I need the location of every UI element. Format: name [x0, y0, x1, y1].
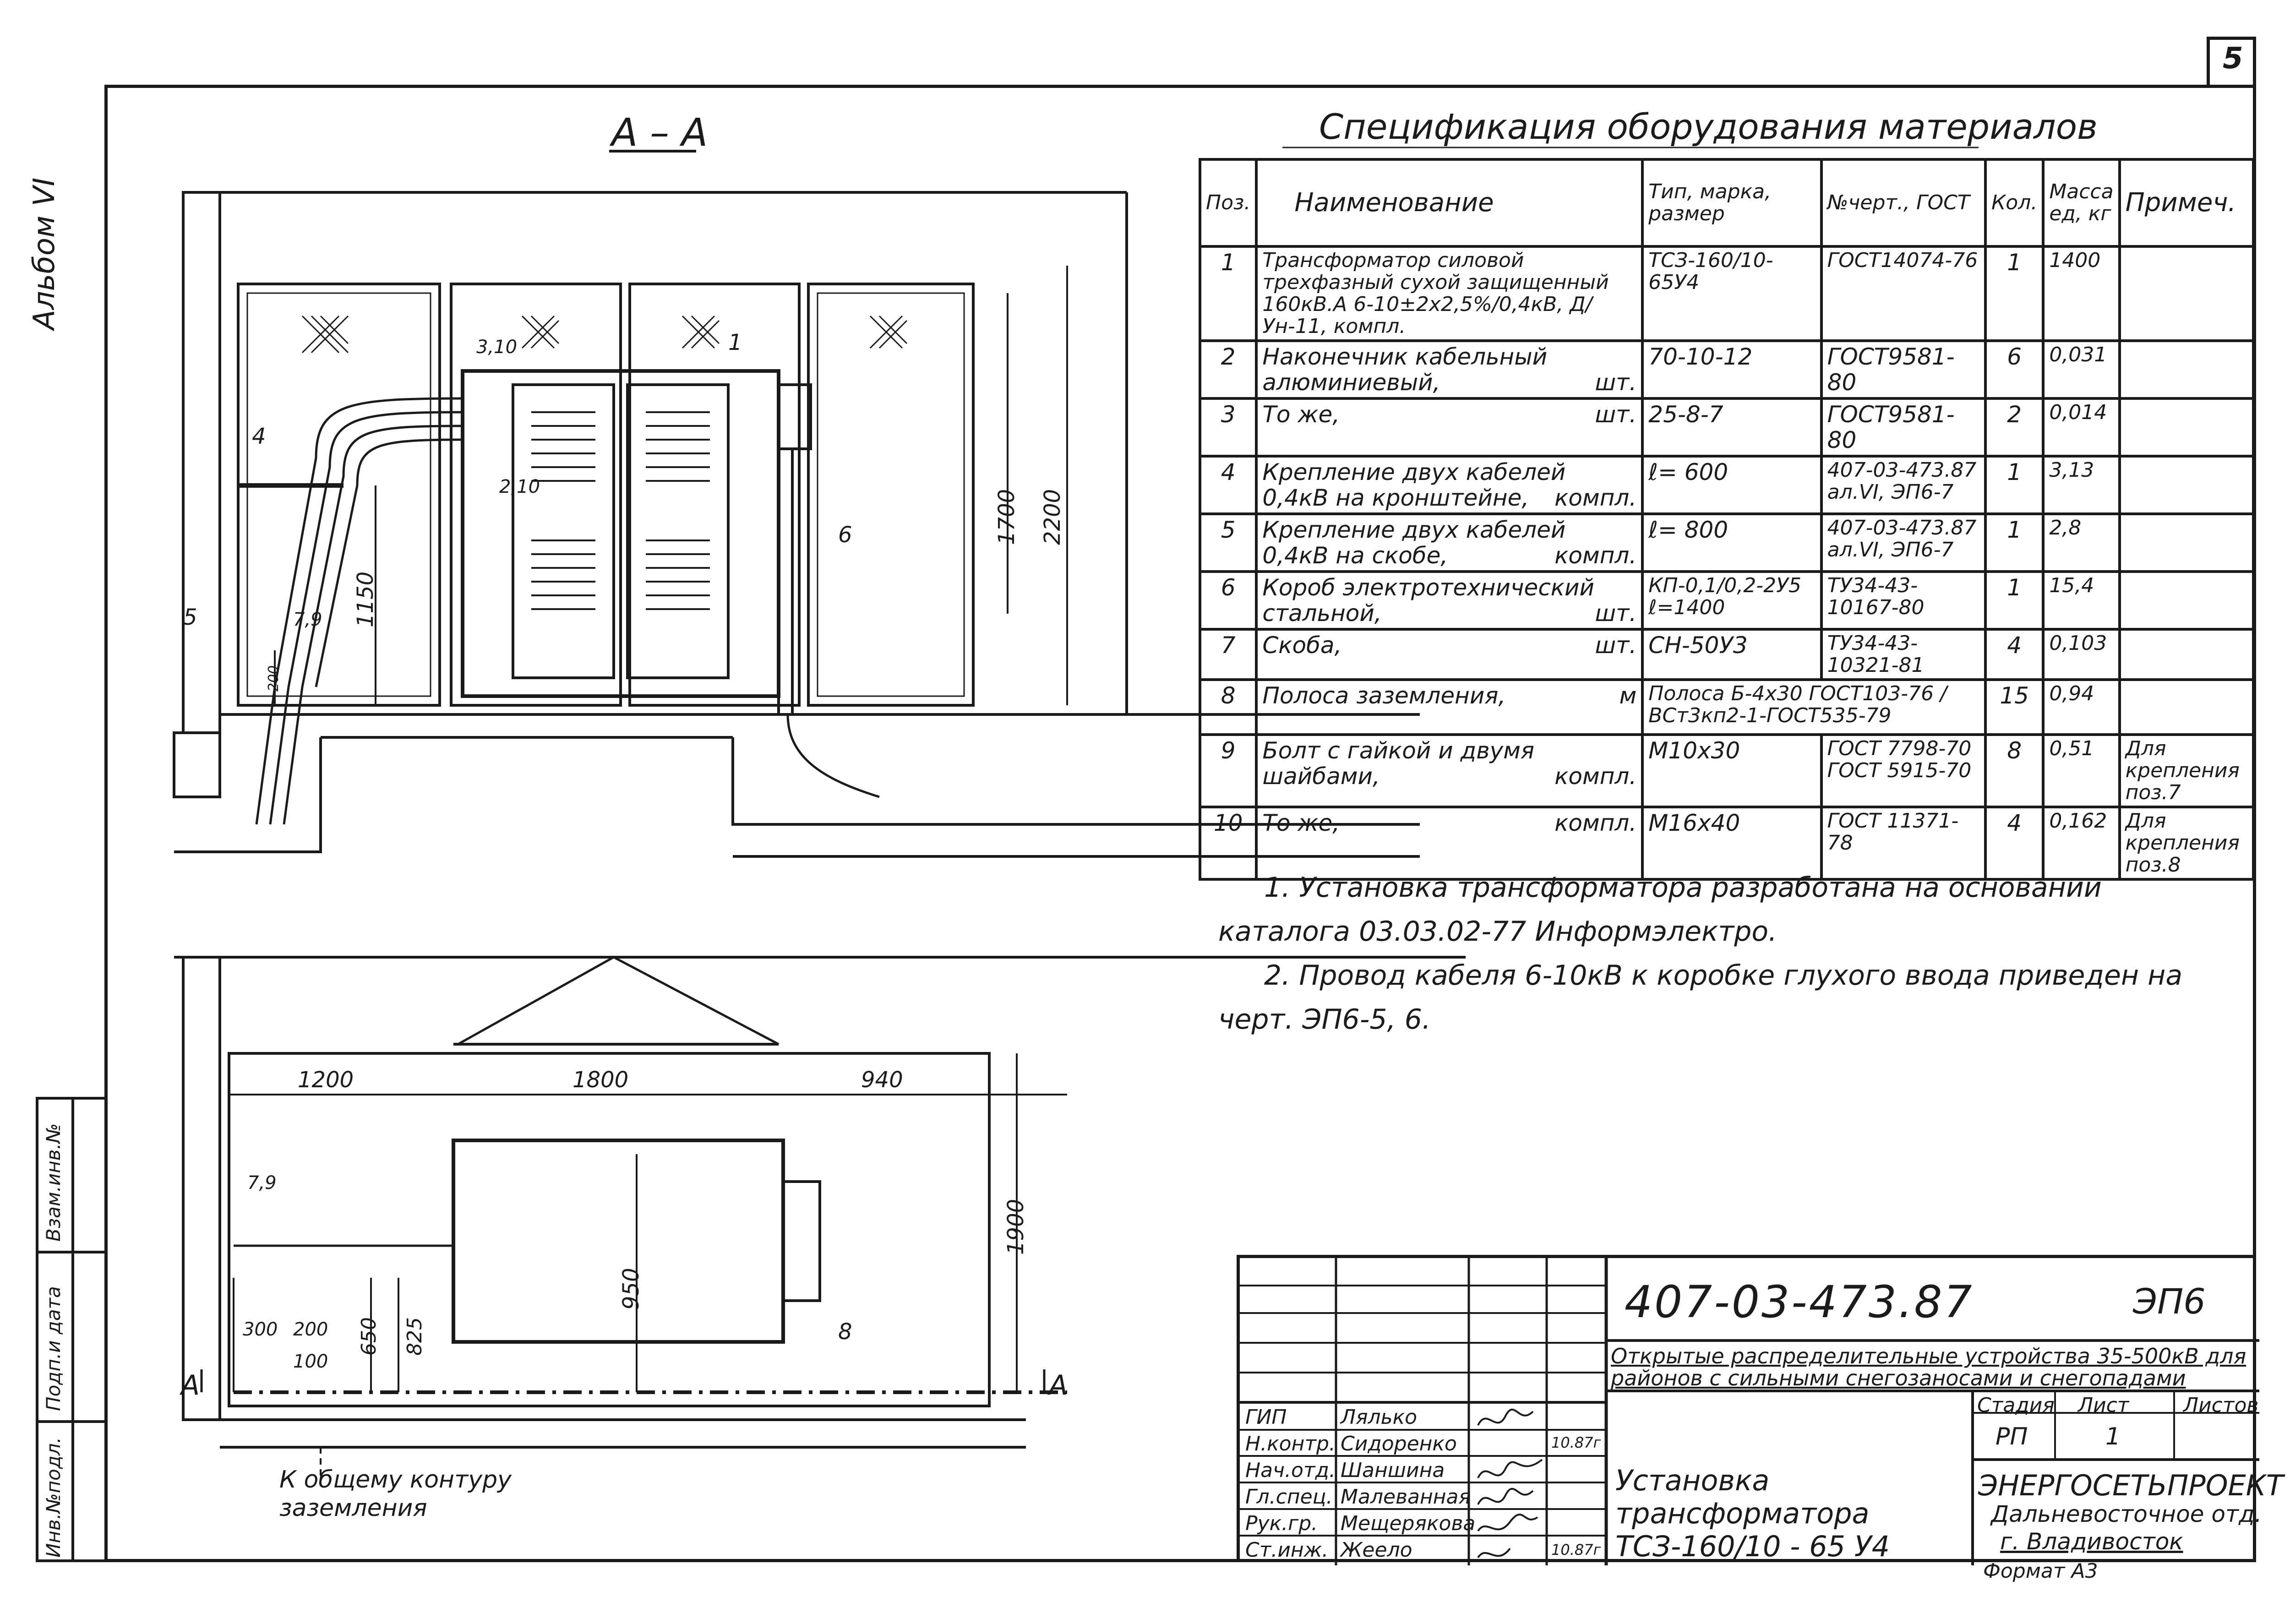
cell-pos: 3 — [1200, 398, 1256, 456]
section-marker-right: А — [1049, 1369, 1068, 1401]
sheet-value: 1 — [2105, 1423, 2121, 1450]
staff-name: Малеванная — [1341, 1485, 1471, 1509]
staff-name: Жеело — [1341, 1538, 1412, 1562]
sheet-number: 5 — [2223, 42, 2243, 76]
cell-qty: 6 — [1985, 341, 2043, 398]
cell-gost: ГОСТ 11371-78 — [1821, 807, 1985, 879]
cell-qty: 1 — [1985, 246, 2043, 341]
cell-name: Наконечник кабельный алюминиевый, шт. — [1256, 341, 1642, 398]
spec-title: Спецификация оборудования материалов — [1319, 106, 2098, 147]
cell-mass: 1400 — [2043, 246, 2119, 341]
format-label: Формат А3 — [1983, 1559, 2098, 1583]
cell-gost: ГОСТ14074-76 — [1821, 246, 1985, 341]
cell-pos: 7 — [1200, 629, 1256, 680]
cell-name: Трансформатор силовой трехфазный сухой защищенный 160кВ.А 6-10±2х2,5%/0,4кВ, Д/Ун-11, компл. — [1256, 246, 1642, 341]
dim-200b: 200 — [293, 1319, 328, 1340]
cell-name: Крепление двух кабелей 0,4кВ на скобе, компл. — [1256, 514, 1642, 572]
cell-name: Полоса заземления, м — [1256, 680, 1642, 735]
cell-type: ℓ= 800 — [1642, 514, 1821, 572]
dim-1800: 1800 — [572, 1067, 629, 1093]
cell-mass: 0,031 — [2043, 341, 2119, 398]
cell-qty: 4 — [1985, 807, 2043, 879]
cell-note — [2120, 456, 2253, 514]
album-label: Альбом VI — [27, 177, 61, 330]
cell-gost: 407-03-473.87 ал.VI, ЭП6-7 — [1821, 456, 1985, 514]
cell-note — [2120, 680, 2253, 735]
cell-type: ℓ= 600 — [1642, 456, 1821, 514]
sheet-header: Лист — [2078, 1394, 2129, 1417]
cell-note — [2120, 246, 2253, 341]
cell-gost: ТУ34-43-10167-80 — [1821, 572, 1985, 629]
header-pos: Поз. — [1200, 159, 1256, 246]
cell-type: 25-8-7 — [1642, 398, 1821, 456]
stamp-inv-sub: Инв.№подл. — [42, 1437, 65, 1558]
org-dept: Дальневосточное отд. — [1991, 1501, 2262, 1527]
cell-name: То же, компл. — [1256, 807, 1642, 879]
table-row — [1200, 735, 2253, 807]
leader-label: 7,9 — [247, 1172, 277, 1193]
staff-name: Сидоренко — [1341, 1432, 1457, 1455]
cell-type: СН-50У3 — [1642, 629, 1821, 680]
cell-note: Для крепления поз.7 — [2120, 735, 2253, 807]
table-row — [1200, 572, 2253, 629]
cell-mass: 0,94 — [2043, 680, 2119, 735]
cell-pos: 8 — [1200, 680, 1256, 735]
cell-name: Короб электротехнический стальной, шт. — [1256, 572, 1642, 629]
section-title: А – А — [611, 110, 708, 155]
cell-pos: 5 — [1200, 514, 1256, 572]
note-1: 1. Установка трансформатора разработана на основании каталога 03.03.02-77 Информэлектро. — [1218, 872, 2102, 948]
cell-pos: 10 — [1200, 807, 1256, 879]
title-block — [1237, 1255, 2284, 1563]
stamp-sign-date: Подп.и дата — [42, 1286, 65, 1411]
table-row — [1200, 629, 2253, 680]
cell-mass: 0,014 — [2043, 398, 2119, 456]
drawing-code: 407-03-473.87 — [1625, 1276, 1974, 1328]
cell-type: М16х40 — [1642, 807, 1821, 879]
cell-mass: 15,4 — [2043, 572, 2119, 629]
cell-qty: 4 — [1985, 629, 2043, 680]
dim-1200: 1200 — [298, 1067, 354, 1093]
cell-pos: 6 — [1200, 572, 1256, 629]
stage-header: Стадия — [1977, 1394, 2055, 1417]
dim-825: 825 — [403, 1317, 426, 1356]
stamp-inv-replace: Взам.инв.№ — [42, 1123, 65, 1242]
cell-note — [2120, 629, 2253, 680]
cell-qty: 1 — [1985, 456, 2043, 514]
cell-qty: 15 — [1985, 680, 2043, 735]
cell-type: ТСЗ-160/10-65У4 — [1642, 246, 1821, 341]
table-row — [1200, 456, 2253, 514]
cell-qty: 8 — [1985, 735, 2043, 807]
cell-mass: 0,162 — [2043, 807, 2119, 879]
leader-label: 8 — [838, 1319, 852, 1345]
cell-pos: 2 — [1200, 341, 1256, 398]
cell-mass: 0,103 — [2043, 629, 2119, 680]
table-row — [1200, 341, 2253, 398]
cell-type: 70-10-12 — [1642, 341, 1821, 398]
section-marker-left: А — [181, 1369, 200, 1401]
dim-940: 940 — [861, 1067, 903, 1093]
dim-1700: 1700 — [994, 489, 1020, 545]
leader-label: 4 — [252, 424, 266, 449]
header-name: Наименование — [1256, 159, 1642, 246]
staff-name: Мещерякова — [1341, 1512, 1476, 1535]
cell-mass: 2,8 — [2043, 514, 2119, 572]
sheets-header: Листов — [2183, 1394, 2259, 1417]
staff-role: ГИП — [1245, 1406, 1287, 1429]
staff-role: Нач.отд. — [1245, 1459, 1336, 1482]
cell-qty: 1 — [1985, 514, 2043, 572]
note-2: 2. Провод кабеля 6-10кВ к коробке глухого ввода приведен на черт. ЭП6-5, 6. — [1218, 959, 2183, 1035]
leader-label: 2,10 — [499, 476, 540, 497]
spec-table — [1199, 158, 2255, 881]
cell-type: М10х30 — [1642, 735, 1821, 807]
org-name: ЭНЕРГОСЕТЬПРОЕКТ — [1978, 1469, 2284, 1502]
cell-note: Для крепления поз.8 — [2120, 807, 2253, 879]
staff-role: Гл.спец. — [1245, 1485, 1333, 1509]
cell-name: То же, шт. — [1256, 398, 1642, 456]
table-row — [1200, 246, 2253, 341]
sheet-code: ЭП6 — [2133, 1281, 2206, 1322]
header-note: Примеч. — [2120, 159, 2253, 246]
leader-label: 1 — [728, 330, 742, 355]
cell-name: Скоба, шт. — [1256, 629, 1642, 680]
dim-650: 650 — [357, 1317, 381, 1356]
dim-300: 300 — [243, 1319, 278, 1340]
dim-100: 100 — [293, 1351, 328, 1372]
cell-type: Полоса Б-4х30 ГОСТ103-76 / ВСт3кп2-1-ГОСТ535-79 — [1642, 680, 1985, 735]
leader-label: 6 — [838, 522, 852, 548]
header-type: Тип, марка, размер — [1642, 159, 1821, 246]
cell-pos: 4 — [1200, 456, 1256, 514]
cell-note — [2120, 398, 2253, 456]
table-row — [1200, 680, 2253, 735]
cell-mass: 0,51 — [2043, 735, 2119, 807]
staff-date: 10.87г — [1551, 1541, 1601, 1559]
stage-value: РП — [1996, 1423, 2028, 1450]
staff-role: Рук.гр. — [1245, 1512, 1318, 1535]
cell-name: Крепление двух кабелей 0,4кВ на кронштейне, компл. — [1256, 456, 1642, 514]
staff-date: 10.87г — [1551, 1434, 1601, 1451]
cell-pos: 1 — [1200, 246, 1256, 341]
header-qty: Кол. — [1985, 159, 2043, 246]
ground-note: К общему контуру заземления — [279, 1466, 512, 1522]
dim-950: 950 — [618, 1268, 644, 1310]
leader-label: 7,9 — [293, 609, 322, 630]
org-city: г. Владивосток — [2000, 1528, 2183, 1555]
dim-200: 200 — [266, 665, 282, 692]
cell-gost: ГОСТ9581-80 — [1821, 398, 1985, 456]
header-mass: Масса ед, кг — [2043, 159, 2119, 246]
staff-name: Шаншина — [1341, 1459, 1445, 1482]
cell-type: КП-0,1/0,2-2У5 ℓ=1400 — [1642, 572, 1821, 629]
cell-pos: 9 — [1200, 735, 1256, 807]
cell-gost: ГОСТ 7798-70 ГОСТ 5915-70 — [1821, 735, 1985, 807]
cell-name: Болт с гайкой и двумя шайбами, компл. — [1256, 735, 1642, 807]
table-row — [1200, 514, 2253, 572]
cell-gost: ГОСТ9581-80 — [1821, 341, 1985, 398]
spec-header-row — [1200, 159, 2253, 246]
staff-name: Лялько — [1341, 1406, 1418, 1429]
notes — [1218, 866, 2226, 1041]
staff-role: Н.контр. — [1245, 1432, 1336, 1455]
cell-note — [2120, 514, 2253, 572]
staff-role: Ст.инж. — [1245, 1538, 1329, 1562]
drawing-title: Установка трансформатора ТСЗ-160/10 - 65 У4 — [1615, 1464, 1890, 1563]
object-title: Открытые распределительные устройства 35-500кВ для районов с сильными снегозаносами и снегопадами — [1611, 1344, 2246, 1390]
table-row — [1200, 398, 2253, 456]
cell-mass: 3,13 — [2043, 456, 2119, 514]
cell-note — [2120, 341, 2253, 398]
leader-label: 5 — [183, 605, 197, 630]
cell-gost: 407-03-473.87 ал.VI, ЭП6-7 — [1821, 514, 1985, 572]
dim-2200: 2200 — [1040, 489, 1065, 545]
cell-qty: 2 — [1985, 398, 2043, 456]
cell-note — [2120, 572, 2253, 629]
dim-1150: 1150 — [353, 571, 378, 627]
cell-qty: 1 — [1985, 572, 2043, 629]
header-gost: №черт., ГОСТ — [1821, 159, 1985, 246]
dim-1900: 1900 — [1003, 1199, 1029, 1255]
cell-gost: ТУ34-43-10321-81 — [1821, 629, 1985, 680]
leader-label: 3,10 — [476, 337, 518, 358]
